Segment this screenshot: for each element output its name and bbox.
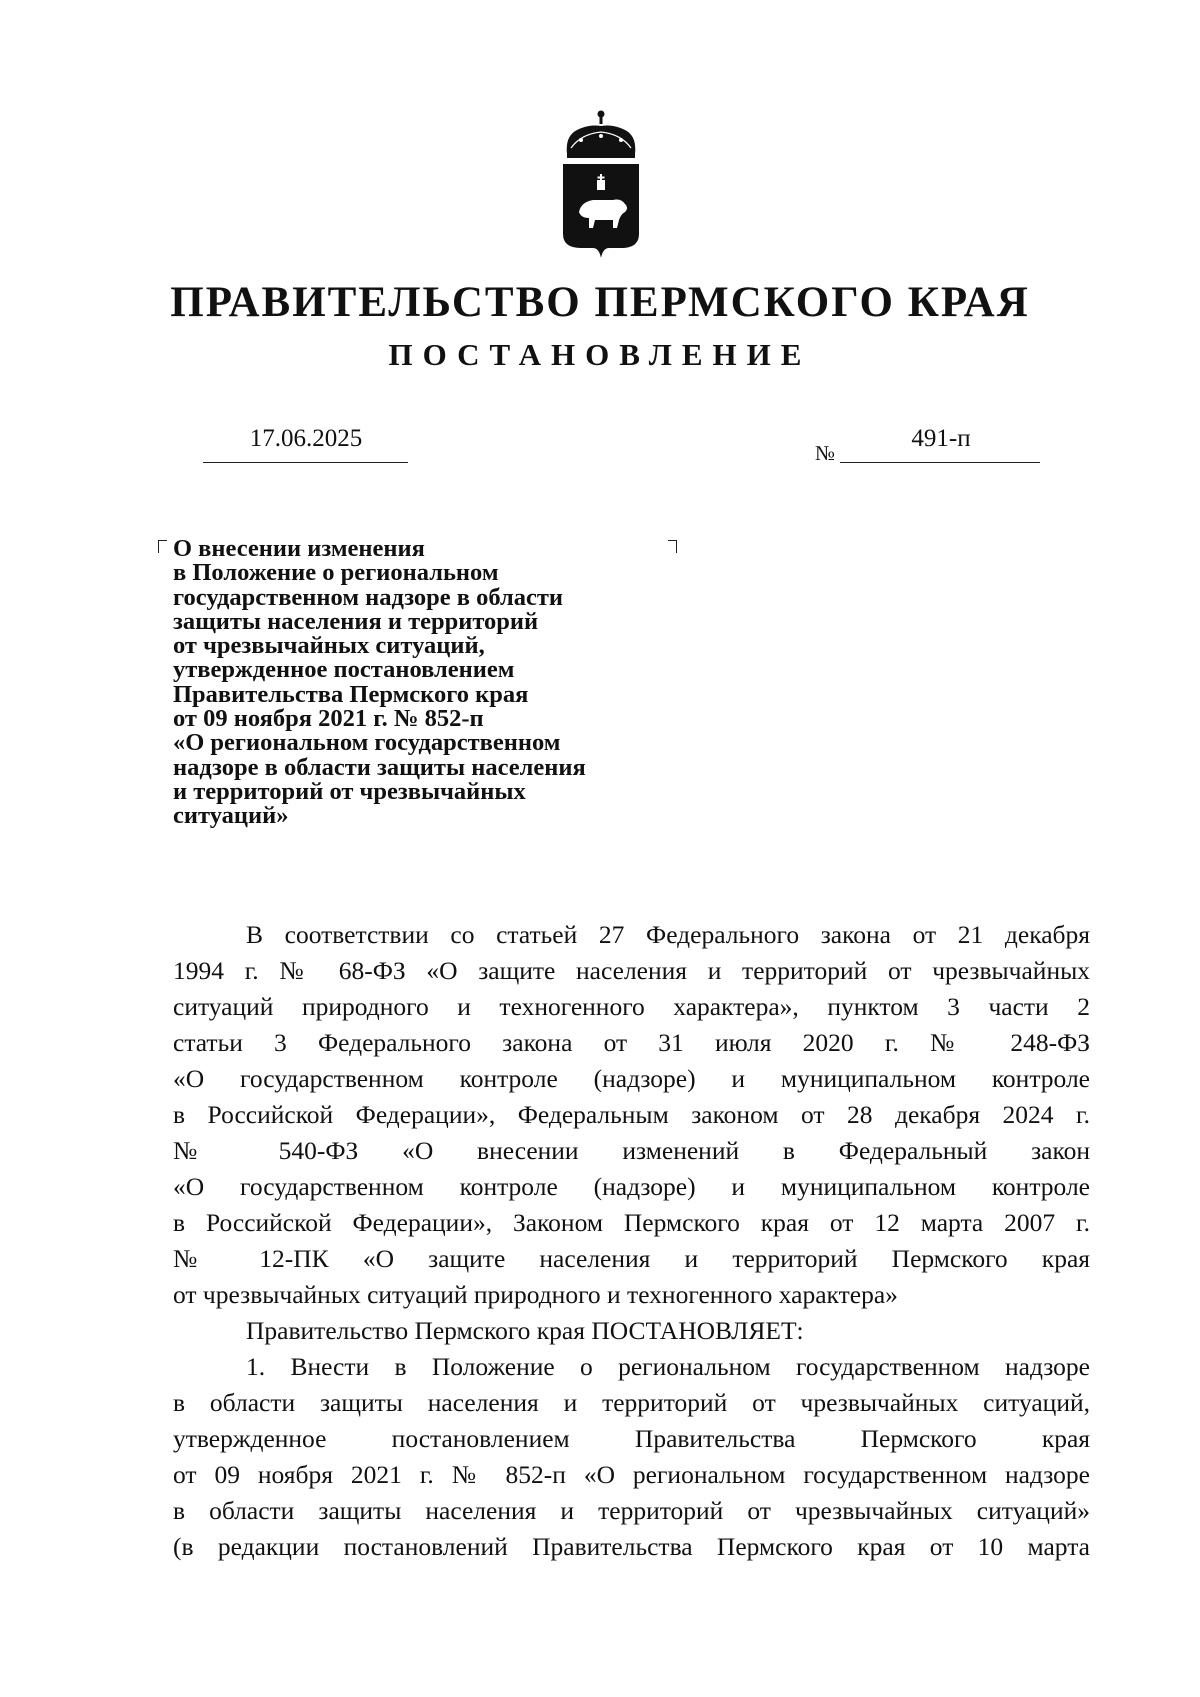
subject-line: «О региональном государственном bbox=[173, 729, 561, 757]
body-line: «О государственном контроле (надзоре) и муниципальном контроле bbox=[173, 1064, 1090, 1093]
subject-line: от 09 ноября 2021 г. № 852-п bbox=[173, 705, 484, 733]
body-line: от чрезвычайных ситуаций природного и техногенного характера» bbox=[173, 1280, 898, 1309]
document-subject bbox=[173, 537, 673, 829]
body-line: в области защиты населения и территорий от чрезвычайных ситуаций, bbox=[173, 1388, 1090, 1417]
body-line: № 540-ФЗ «О внесении изменений в Федеральный закон bbox=[173, 1136, 1090, 1165]
document-body bbox=[173, 917, 1090, 1565]
body-line: 1. Внести в Положение о региональном государственном надзоре bbox=[246, 1352, 1090, 1381]
body-line: В соответствии со статьей 27 Федерального закона от 21 декабря bbox=[246, 920, 1090, 949]
body-line: в Российской Федерации», Законом Пермского края от 12 марта 2007 г. bbox=[173, 1208, 1090, 1237]
subject-line: Правительства Пермского края bbox=[173, 680, 529, 708]
body-line: в области защиты населения и территорий от чрезвычайных ситуаций» bbox=[173, 1496, 1090, 1525]
subject-line: ситуаций» bbox=[173, 802, 289, 830]
subject-corner-left bbox=[158, 540, 167, 553]
body-line: утвержденное постановлением Правительства Пермского края bbox=[173, 1424, 1090, 1453]
body-line: в Российской Федерации», Федеральным законом от 28 декабря 2024 г. bbox=[173, 1100, 1090, 1129]
document-number: 491-п bbox=[911, 425, 971, 452]
government-title: ПРАВИТЕЛЬСТВО ПЕРМСКОГО КРАЯ bbox=[170, 279, 1030, 326]
body-line: от 09 ноября 2021 г. № 852-п «О региональном государственном надзоре bbox=[173, 1460, 1090, 1489]
document-type: ПОСТАНОВЛЕНИЕ bbox=[388, 337, 812, 372]
decree-clause: Правительство Пермского края ПОСТАНОВЛЯЕТ: bbox=[246, 1316, 804, 1345]
subject-line: и территорий от чрезвычайных bbox=[173, 777, 526, 805]
subject-line: утвержденное постановлением bbox=[173, 656, 515, 684]
subject-line: в Положение о региональном bbox=[173, 559, 499, 587]
subject-line: защиты населения и территорий bbox=[173, 607, 539, 635]
subject-line: от чрезвычайных ситуаций, bbox=[173, 632, 485, 660]
coat-of-arms-icon bbox=[559, 108, 643, 260]
document-date: 17.06.2025 bbox=[249, 425, 363, 452]
body-line: (в редакции постановлений Правительства Пермского края от 10 марта bbox=[173, 1532, 1090, 1561]
subject-line: надзоре в области защиты населения bbox=[173, 753, 586, 781]
number-sign: № bbox=[815, 441, 836, 465]
subject-line: государственном надзоре в области bbox=[173, 583, 564, 611]
number-underline bbox=[840, 462, 1040, 463]
body-line: ситуаций природного и техногенного характера», пунктом 3 части 2 bbox=[173, 992, 1090, 1021]
subject-line: О внесении изменения bbox=[173, 535, 425, 562]
date-underline bbox=[203, 462, 408, 463]
body-line: 1994 г. № 68-ФЗ «О защите населения и территорий от чрезвычайных bbox=[173, 956, 1090, 985]
body-line: «О государственном контроле (надзоре) и муниципальном контроле bbox=[173, 1172, 1090, 1201]
body-line: статьи 3 Федерального закона от 31 июля 2020 г. № 248-ФЗ bbox=[173, 1028, 1090, 1057]
body-line: № 12-ПК «О защите населения и территорий Пермского края bbox=[173, 1244, 1090, 1273]
